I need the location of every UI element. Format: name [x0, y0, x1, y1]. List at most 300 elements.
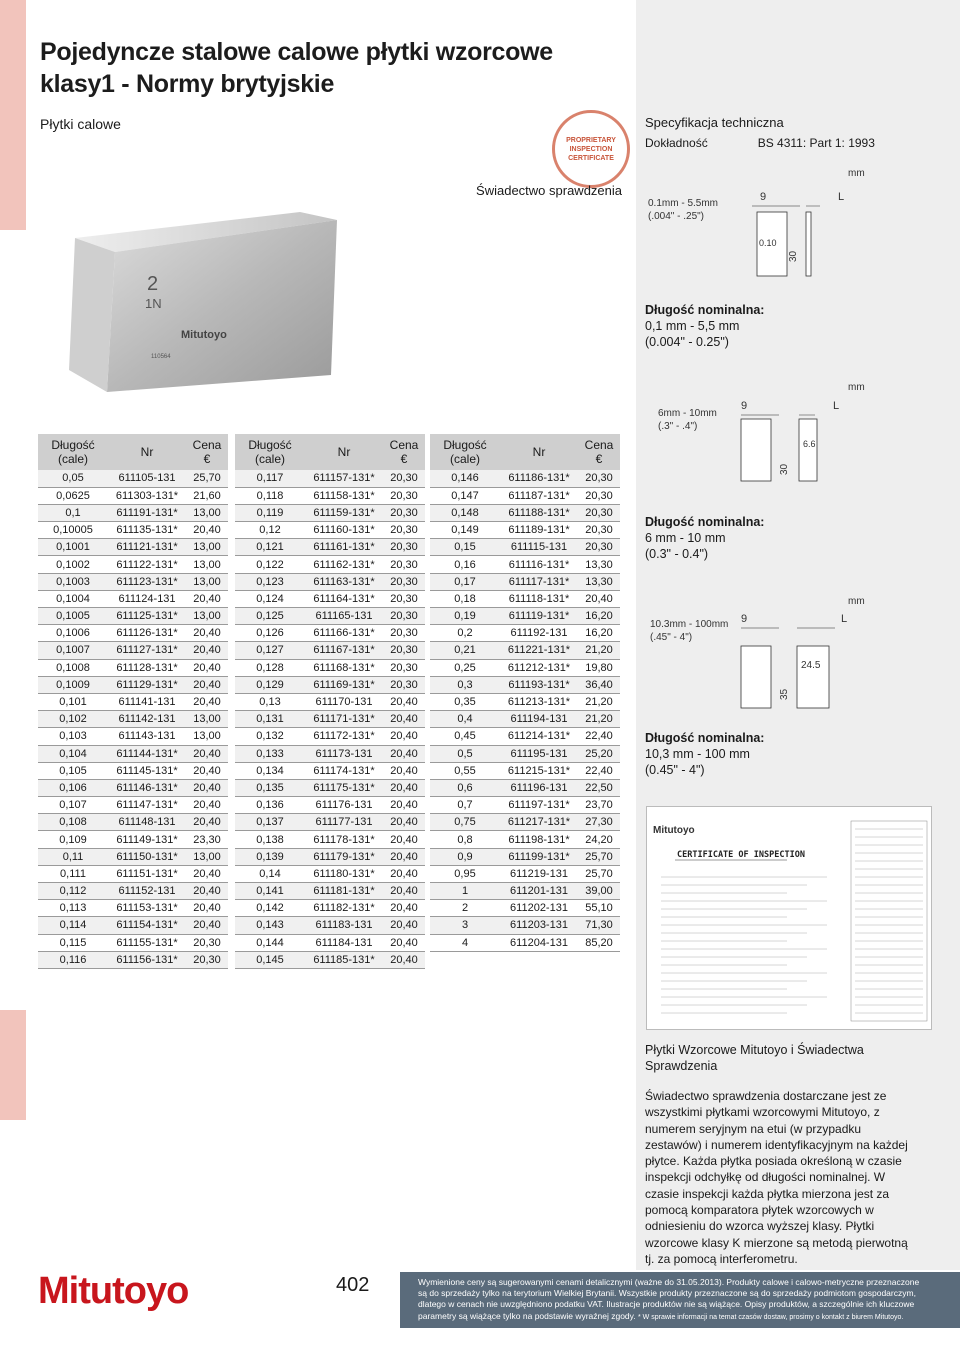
table-row [235, 676, 425, 693]
cell-price: 20,40 [383, 762, 425, 779]
table-row [235, 728, 425, 745]
cell-price: 20,30 [383, 522, 425, 539]
cell-price: 20,30 [578, 470, 620, 487]
page-number: 402 [336, 1274, 370, 1296]
nominal-label: Długość nominalna: [645, 731, 765, 745]
cell-length: 0,115 [38, 934, 108, 951]
cell-price: 21,20 [578, 642, 620, 659]
cell-price: 20,40 [186, 590, 228, 607]
cell-nr: 611168-131* [305, 659, 383, 676]
cell-length: 0,1006 [38, 625, 108, 642]
cell-price: 13,00 [186, 728, 228, 745]
cell-nr: 611124-131 [108, 590, 186, 607]
table-row [430, 917, 620, 934]
range-mm: 10.3mm - 100mm [650, 619, 729, 630]
cell-length: 0,111 [38, 865, 108, 882]
cell-length: 0,35 [430, 693, 500, 710]
cell-nr: 611157-131* [305, 470, 383, 487]
table-row [430, 642, 620, 659]
cell-price: 20,40 [383, 711, 425, 728]
dim-width: 9 [741, 613, 748, 625]
table-row [38, 470, 228, 487]
cell-nr: 611122-131* [108, 556, 186, 573]
cell-length: 0,101 [38, 693, 108, 710]
table-row [430, 779, 620, 796]
cell-nr: 611181-131* [305, 883, 383, 900]
cell-nr: 611173-131 [305, 745, 383, 762]
cell-price: 23,70 [578, 797, 620, 814]
cell-price: 20,40 [383, 693, 425, 710]
table-row [38, 797, 228, 814]
cell-nr: 611167-131* [305, 642, 383, 659]
cell-nr: 611128-131* [108, 659, 186, 676]
dim-thickness: 0.10 [759, 238, 777, 248]
dim-thickness: 6.6 [803, 439, 816, 449]
cell-nr: 611163-131* [305, 573, 383, 590]
cell-price: 20,40 [383, 797, 425, 814]
cell-length: 0,11 [38, 848, 108, 865]
table-row [235, 539, 425, 556]
cell-nr: 611204-131 [500, 934, 578, 951]
table-row [430, 883, 620, 900]
cell-price: 21,20 [578, 693, 620, 710]
cell-nr: 611150-131* [108, 848, 186, 865]
cell-price: 25,20 [578, 745, 620, 762]
cell-nr: 611155-131* [108, 934, 186, 951]
cell-nr: 611123-131* [108, 573, 186, 590]
diagram-2-nominal [645, 514, 764, 562]
cell-nr: 611117-131* [500, 573, 578, 590]
cell-price: 13,00 [186, 573, 228, 590]
header-length: Długość (cale) [430, 434, 500, 470]
cell-nr: 611144-131* [108, 745, 186, 762]
gauge-block-photo [55, 210, 345, 395]
cert-heading: CERTIFICATE OF INSPECTION [677, 850, 805, 860]
cell-price: 55,10 [578, 900, 620, 917]
price-table-3 [430, 434, 620, 952]
range-mm: 0.1mm - 5.5mm [648, 198, 719, 209]
table-row [235, 693, 425, 710]
cell-nr: 611151-131* [108, 865, 186, 882]
table-row [38, 522, 228, 539]
cell-nr: 611201-131 [500, 883, 578, 900]
table-row [235, 470, 425, 487]
cell-nr: 611183-131 [305, 917, 383, 934]
table-row [430, 865, 620, 882]
cell-length: 0,123 [235, 573, 305, 590]
cell-price: 21,20 [578, 711, 620, 728]
cell-nr: 611156-131* [108, 951, 186, 968]
photo-unit: 1N [145, 296, 162, 311]
cell-length: 0,1005 [38, 608, 108, 625]
cell-length: 0,134 [235, 762, 305, 779]
cell-nr: 611153-131* [108, 900, 186, 917]
cell-price: 25,70 [578, 848, 620, 865]
cell-length: 0,113 [38, 900, 108, 917]
table-row [38, 676, 228, 693]
cell-length: 0,138 [235, 831, 305, 848]
cell-price: 13,00 [186, 504, 228, 521]
cell-price: 20,40 [186, 779, 228, 796]
cell-length: 0,55 [430, 762, 500, 779]
cell-price: 20,40 [186, 900, 228, 917]
cell-length: 0,16 [430, 556, 500, 573]
table-row [38, 625, 228, 642]
cell-price: 27,30 [578, 814, 620, 831]
table-row [38, 934, 228, 951]
cell-price: 16,20 [578, 608, 620, 625]
certificate-badge-icon [552, 110, 630, 188]
table-row [38, 711, 228, 728]
table-row [235, 779, 425, 796]
diagram-2-drawing [735, 395, 855, 495]
table-row [430, 814, 620, 831]
cell-length: 0,19 [430, 608, 500, 625]
cell-price: 20,40 [186, 762, 228, 779]
cell-nr: 611186-131* [500, 470, 578, 487]
cell-nr: 611126-131* [108, 625, 186, 642]
table-row [235, 659, 425, 676]
cell-length: 0,0625 [38, 487, 108, 504]
cell-price: 20,30 [578, 522, 620, 539]
cell-price: 20,40 [186, 883, 228, 900]
cell-nr: 611174-131* [305, 762, 383, 779]
table-row [430, 608, 620, 625]
table-row [430, 848, 620, 865]
header-nr: Nr [305, 434, 383, 470]
cell-nr: 611175-131* [305, 779, 383, 796]
table-row [430, 590, 620, 607]
cell-nr: 611152-131 [108, 883, 186, 900]
cell-price: 20,30 [383, 608, 425, 625]
cell-nr: 611188-131* [500, 504, 578, 521]
diagram-1-range [648, 197, 718, 223]
table-row [430, 900, 620, 917]
table-row [235, 522, 425, 539]
cell-length: 0,112 [38, 883, 108, 900]
cell-price: 20,30 [383, 573, 425, 590]
cell-price: 85,20 [578, 934, 620, 951]
cell-length: 0,116 [38, 951, 108, 968]
cell-nr: 611143-131 [108, 728, 186, 745]
cell-nr: 611177-131 [305, 814, 383, 831]
cell-price: 25,70 [578, 865, 620, 882]
table-row [430, 659, 620, 676]
cell-price: 20,40 [383, 900, 425, 917]
cell-price: 16,20 [578, 625, 620, 642]
cell-length: 0,1001 [38, 539, 108, 556]
cell-length: 0,12 [235, 522, 305, 539]
table-row [430, 539, 620, 556]
footer-disclaimer [400, 1272, 960, 1328]
table-row [430, 625, 620, 642]
header-price: Cena € [383, 434, 425, 470]
cell-nr: 611172-131* [305, 728, 383, 745]
cell-price: 21,60 [186, 487, 228, 504]
badge-line-1: PROPRIETARY [566, 136, 616, 144]
cell-length: 0,147 [430, 487, 500, 504]
cell-nr: 611164-131* [305, 590, 383, 607]
cell-nr: 611194-131 [500, 711, 578, 728]
description-body: Świadectwo sprawdzenia dostarczane jest ze wszystkimi płytkami wzorcowymi Mitutoyo, z numerem seryjnym na etui (w przypadku zestawów) i numerem identyfikacyjnym na każdej płytce. Każda płytka posiada określoną w czasie inspekcji odchyłkę od długości nominalnej. W czasie inspekcji każda płytka mierzona jest za pomocą komparatora płytek wzorcowych w odniesieniu do wzorca wyższej klasy. Płytki wzorcowe klasy K mierzone są metodą pierwotną tj. za pomocą interferometru. [645, 1089, 908, 1266]
cell-nr: 611160-131* [305, 522, 383, 539]
cell-nr: 611166-131* [305, 625, 383, 642]
cell-nr: 611118-131* [500, 590, 578, 607]
cell-nr: 611203-131 [500, 917, 578, 934]
cell-length: 0,141 [235, 883, 305, 900]
cell-length: 0,131 [235, 711, 305, 728]
cell-nr: 611121-131* [108, 539, 186, 556]
dim-length: L [841, 613, 848, 625]
cell-price: 13,00 [186, 711, 228, 728]
cell-nr: 611217-131* [500, 814, 578, 831]
table-header-row [235, 434, 425, 470]
cell-price: 20,40 [383, 814, 425, 831]
cell-nr: 611115-131 [500, 539, 578, 556]
cell-length: 0,95 [430, 865, 500, 882]
cell-length: 0,7 [430, 797, 500, 814]
cell-length: 0,75 [430, 814, 500, 831]
cell-nr: 611178-131* [305, 831, 383, 848]
header-nr: Nr [108, 434, 186, 470]
cell-price: 20,30 [383, 487, 425, 504]
cell-price: 20,40 [383, 745, 425, 762]
cell-length: 1 [430, 883, 500, 900]
cell-nr: 611196-131 [500, 779, 578, 796]
cell-price: 20,40 [383, 779, 425, 796]
table-row [430, 711, 620, 728]
cell-length: 0,119 [235, 504, 305, 521]
photo-number: 2 [147, 273, 159, 295]
cell-price: 20,40 [186, 814, 228, 831]
mitutoyo-logo: Mitutoyo [38, 1270, 189, 1312]
cell-nr: 611192-131 [500, 625, 578, 642]
table-row [38, 590, 228, 607]
table-row [38, 539, 228, 556]
cell-length: 0,136 [235, 797, 305, 814]
table-row [235, 934, 425, 951]
table-row [38, 745, 228, 762]
table-row [235, 814, 425, 831]
footer-text: Wymienione ceny są sugerowanymi cenami detalicznymi (ważne do 31.05.2013). Produkty calowe i calowo-metryczne przeznaczone są do sprzedaży tylko na terytorium Wielkiej Brytanii. Wszystkie produkty przeznaczone są do sprzedaży podmiotom gospodarczym, dlatego w cenach nie uwzględniono podatku VAT. Ilustracje produktów nie są wiążące. Opisy produktów, a szczególnie ich kluczowe parametry są wiążące tylko na podstawie wyraźnej zgody. [418, 1277, 920, 1321]
table-row [235, 487, 425, 504]
cell-price: 13,00 [186, 848, 228, 865]
cell-length: 0,13 [235, 693, 305, 710]
diagram-1-nominal [645, 302, 764, 350]
table-row [430, 573, 620, 590]
cell-nr: 611171-131* [305, 711, 383, 728]
cell-price: 22,40 [578, 762, 620, 779]
table-row [430, 504, 620, 521]
photo-brand: Mitutoyo [181, 329, 227, 341]
header-length: Długość (cale) [235, 434, 305, 470]
table-row [38, 504, 228, 521]
cell-price: 22,40 [578, 728, 620, 745]
diagram-3-range [650, 618, 728, 644]
cell-nr: 611221-131* [500, 642, 578, 659]
cell-nr: 611170-131 [305, 693, 383, 710]
cell-price: 20,40 [186, 676, 228, 693]
cell-length: 0,108 [38, 814, 108, 831]
cell-nr: 611149-131* [108, 831, 186, 848]
range-inch: (.3" - .4") [658, 421, 698, 432]
certificate-document-graphic [647, 807, 933, 1031]
nominal-inch: (0.3" - 0.4") [645, 547, 709, 561]
cell-price: 20,30 [578, 539, 620, 556]
table-row [235, 762, 425, 779]
cell-nr: 611184-131 [305, 934, 383, 951]
cell-length: 0,8 [430, 831, 500, 848]
footer-note: * W sprawie informacji na temat czasów dostaw, prosimy o kontakt z biurem Mitutoyo. [638, 1313, 904, 1321]
table-row [38, 831, 228, 848]
cell-length: 0,127 [235, 642, 305, 659]
table-row [235, 797, 425, 814]
cell-price: 20,40 [578, 590, 620, 607]
cell-nr: 611119-131* [500, 608, 578, 625]
cell-price: 20,40 [186, 865, 228, 882]
table-row [38, 728, 228, 745]
cell-length: 0,135 [235, 779, 305, 796]
cell-length: 0,146 [430, 470, 500, 487]
cell-price: 13,30 [578, 573, 620, 590]
table-row [38, 762, 228, 779]
table-row [38, 659, 228, 676]
cell-length: 0,1007 [38, 642, 108, 659]
cell-nr: 611169-131* [305, 676, 383, 693]
cell-price: 20,30 [578, 504, 620, 521]
cell-nr: 611127-131* [108, 642, 186, 659]
cell-length: 0,132 [235, 728, 305, 745]
header-price: Cena € [578, 434, 620, 470]
page-subtitle: Płytki calowe [40, 116, 121, 132]
price-table-2 [235, 434, 425, 969]
cell-length: 0,05 [38, 470, 108, 487]
cell-price: 20,30 [383, 504, 425, 521]
cell-price: 20,40 [186, 797, 228, 814]
cell-price: 22,50 [578, 779, 620, 796]
cell-nr: 611215-131* [500, 762, 578, 779]
unit-label: mm [848, 382, 865, 393]
table-row [235, 590, 425, 607]
cell-length: 0,6 [430, 779, 500, 796]
cell-price: 13,00 [186, 608, 228, 625]
table-row [38, 693, 228, 710]
cell-nr: 611159-131* [305, 504, 383, 521]
cell-length: 0,128 [235, 659, 305, 676]
nominal-inch: (0.45" - 4") [645, 763, 705, 777]
nominal-mm: 10,3 mm - 100 mm [645, 747, 750, 761]
cell-price: 19,80 [578, 659, 620, 676]
cell-price: 20,40 [383, 831, 425, 848]
cell-price: 13,00 [186, 539, 228, 556]
cell-nr: 611176-131 [305, 797, 383, 814]
table-row [430, 487, 620, 504]
diagram-1-drawing [740, 180, 860, 285]
cell-length: 0,21 [430, 642, 500, 659]
cell-price: 20,30 [383, 590, 425, 607]
table-row [38, 642, 228, 659]
table-row [38, 556, 228, 573]
cell-price: 20,30 [383, 556, 425, 573]
cell-length: 0,109 [38, 831, 108, 848]
cell-price: 20,30 [383, 470, 425, 487]
table-row [38, 865, 228, 882]
table-row [430, 522, 620, 539]
cell-length: 3 [430, 917, 500, 934]
nominal-inch: (0.004" - 0.25") [645, 335, 729, 349]
cell-length: 0,105 [38, 762, 108, 779]
cell-length: 2 [430, 900, 500, 917]
cell-nr: 611125-131* [108, 608, 186, 625]
cell-price: 23,30 [186, 831, 228, 848]
cell-nr: 611191-131* [108, 504, 186, 521]
dim-length: L [838, 191, 845, 203]
decorative-strip-bottom [0, 1010, 26, 1120]
table-row [235, 883, 425, 900]
cell-price: 20,40 [383, 934, 425, 951]
cell-length: 0,139 [235, 848, 305, 865]
dim-width: 9 [760, 191, 767, 203]
dim-width: 9 [741, 400, 748, 412]
cell-price: 20,30 [383, 539, 425, 556]
cell-length: 0,3 [430, 676, 500, 693]
table-row [235, 900, 425, 917]
cell-price: 20,40 [186, 625, 228, 642]
table-row [235, 951, 425, 968]
cell-nr: 611199-131* [500, 848, 578, 865]
table-row [38, 608, 228, 625]
cell-nr: 611165-131 [305, 608, 383, 625]
cell-length: 0,107 [38, 797, 108, 814]
range-inch: (.45" - 4") [650, 632, 693, 643]
cell-nr: 611141-131 [108, 693, 186, 710]
title-line-2: klasy1 - Normy brytyjskie [40, 70, 335, 98]
cell-nr: 611146-131* [108, 779, 186, 796]
table-row [235, 848, 425, 865]
cell-nr: 611212-131* [500, 659, 578, 676]
cell-length: 0,122 [235, 556, 305, 573]
cell-price: 20,40 [186, 659, 228, 676]
cell-length: 0,117 [235, 470, 305, 487]
table-row [38, 573, 228, 590]
cell-price: 20,40 [383, 951, 425, 968]
cell-length: 0,1009 [38, 676, 108, 693]
cell-nr: 611116-131* [500, 556, 578, 573]
dim-length: L [833, 400, 840, 412]
table-row [430, 693, 620, 710]
dim-thickness: 24.5 [801, 660, 821, 671]
photo-serial: 110564 [151, 354, 171, 360]
title-line-1: Pojedyncze stalowe calowe płytki wzorcowe [40, 38, 553, 66]
badge-line-3: CERTIFICATE [568, 154, 614, 162]
cell-price: 20,40 [383, 917, 425, 934]
table-row [38, 917, 228, 934]
table-row [430, 797, 620, 814]
cell-nr: 611148-131 [108, 814, 186, 831]
cell-length: 0,18 [430, 590, 500, 607]
header-nr: Nr [500, 434, 578, 470]
cell-price: 20,40 [186, 917, 228, 934]
cell-length: 0,144 [235, 934, 305, 951]
table-row [430, 728, 620, 745]
cell-price: 20,40 [383, 848, 425, 865]
cell-length: 0,10005 [38, 522, 108, 539]
cell-length: 0,1004 [38, 590, 108, 607]
cell-length: 0,2 [430, 625, 500, 642]
cell-nr: 611145-131* [108, 762, 186, 779]
table-row [235, 504, 425, 521]
table-row [235, 642, 425, 659]
